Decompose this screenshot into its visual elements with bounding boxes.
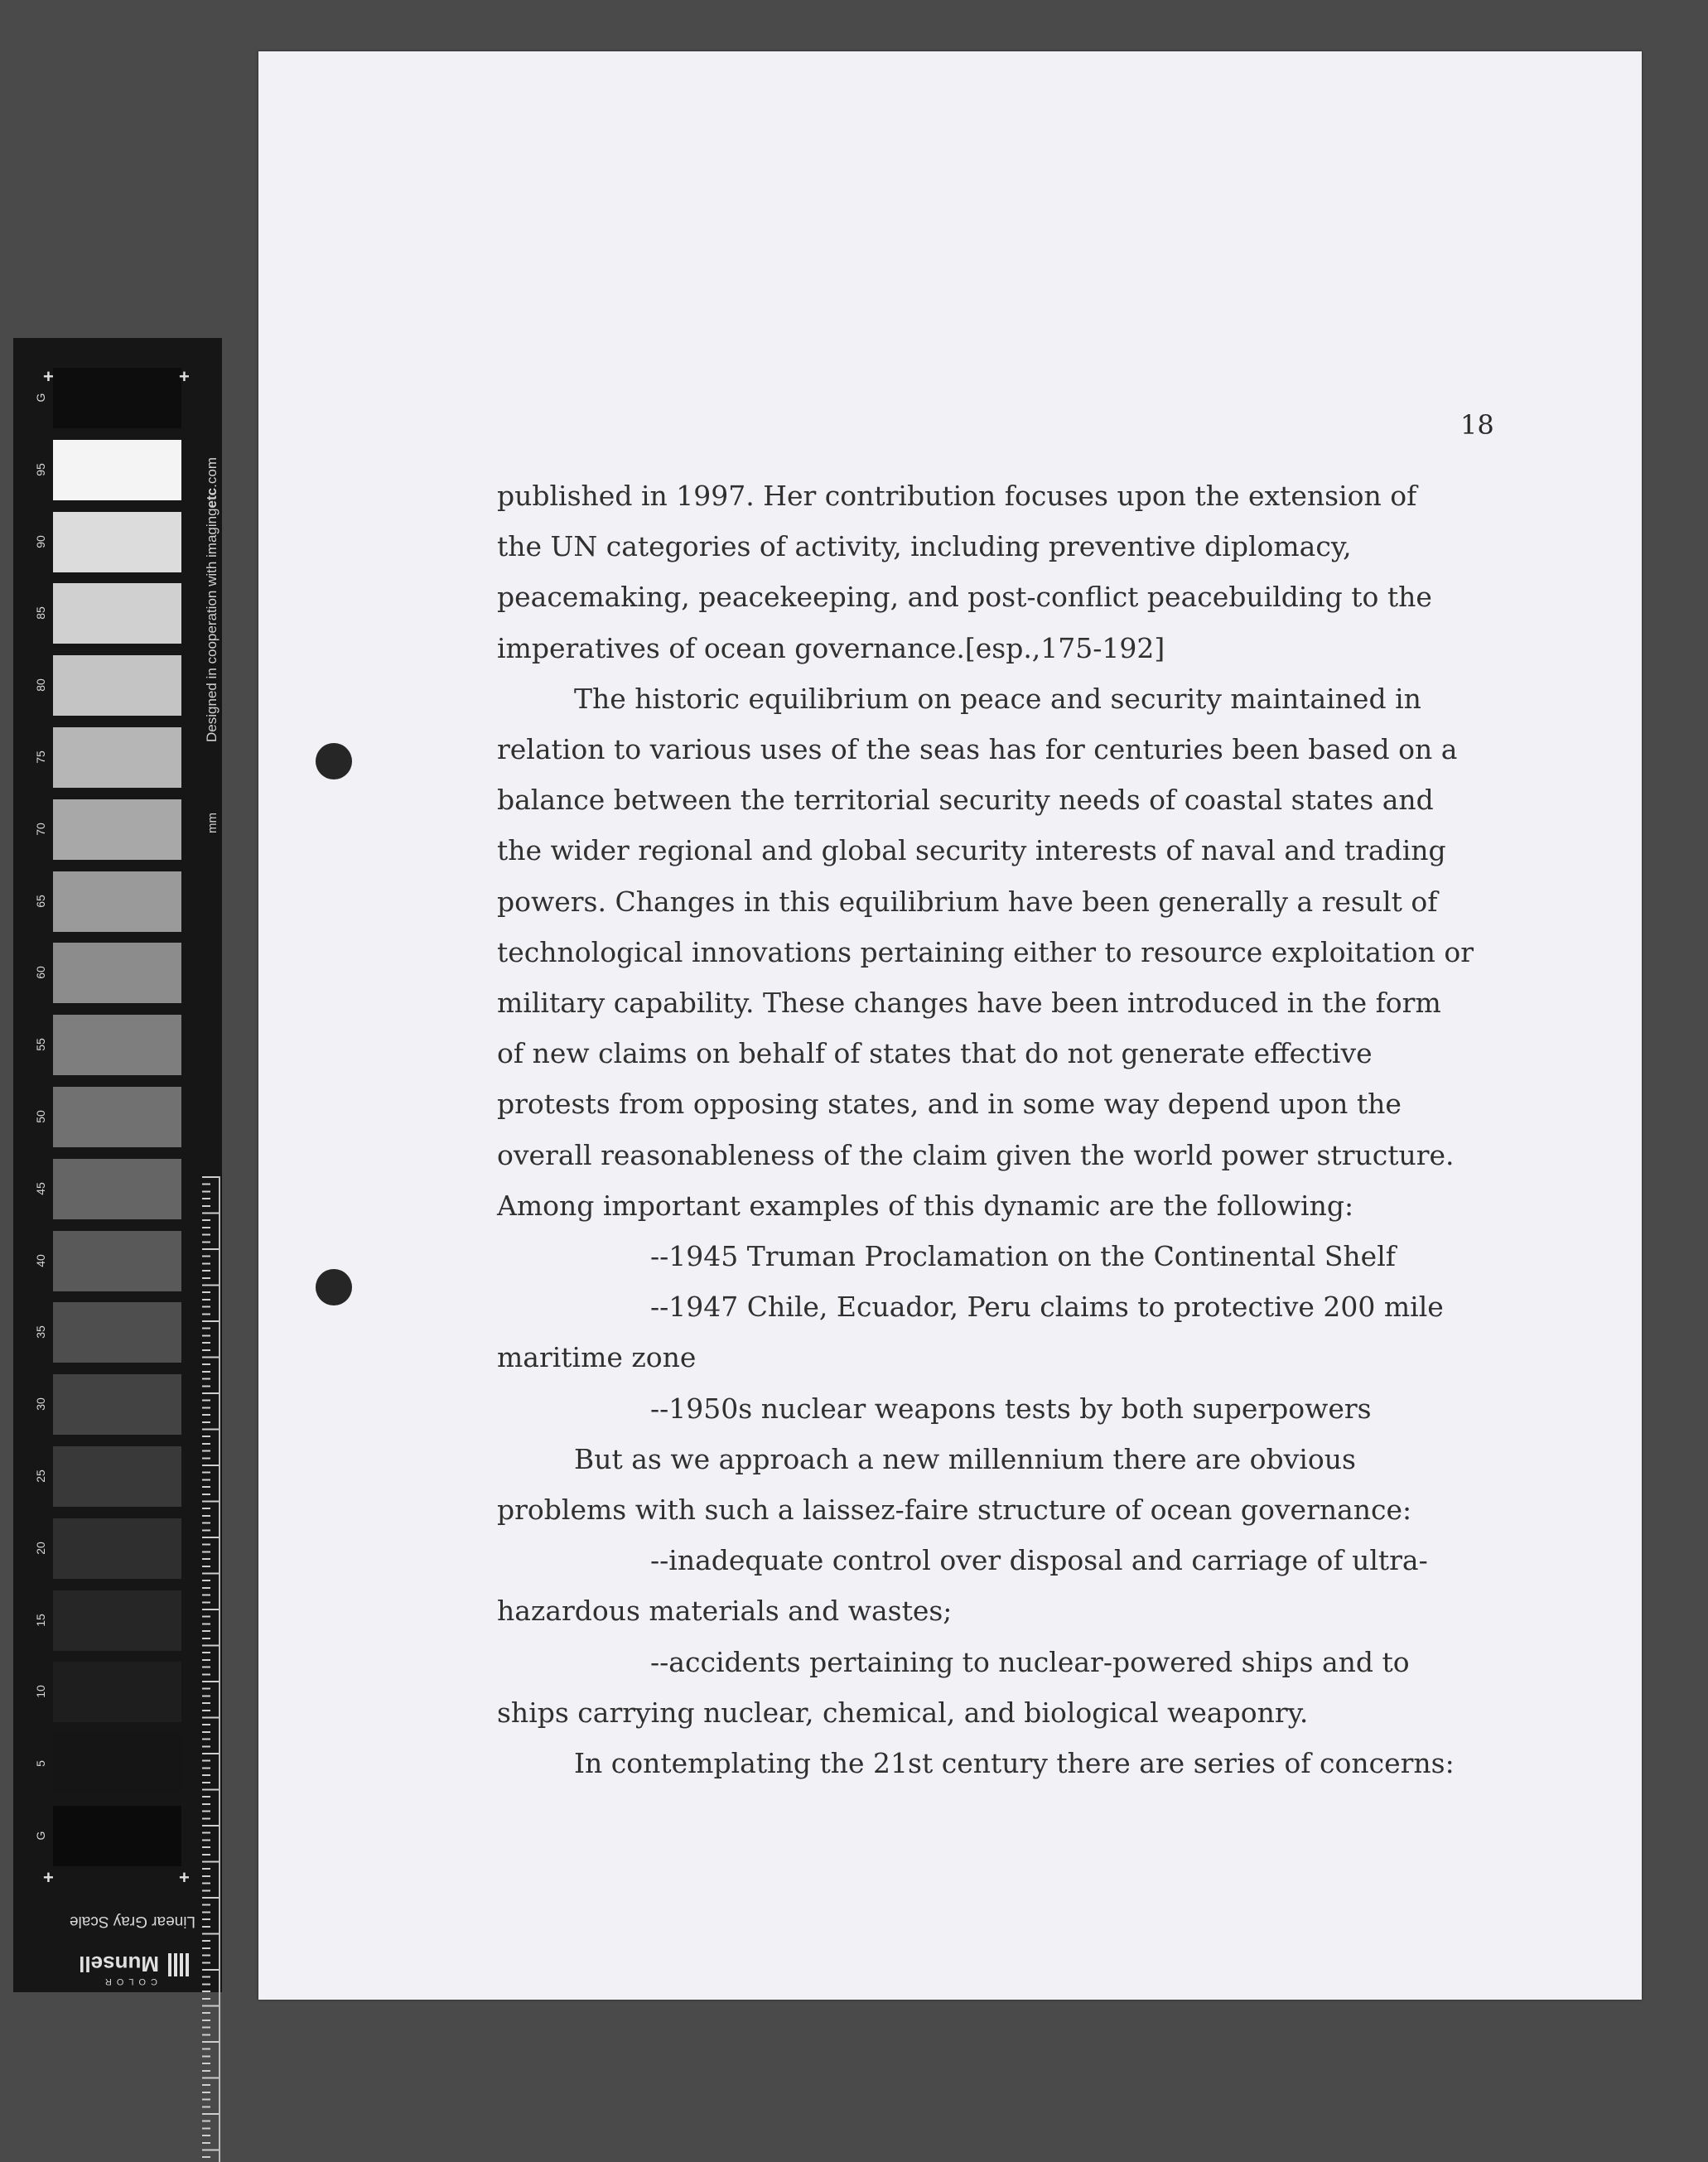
gray-swatch <box>53 1015 181 1075</box>
gray-scale-label: 60 <box>34 966 47 980</box>
gray-swatch <box>53 1087 181 1147</box>
text-line: maritime zone <box>497 1341 697 1374</box>
gray-scale-label: 20 <box>34 1542 47 1555</box>
gray-swatch <box>53 1231 181 1291</box>
punch-hole <box>316 743 352 779</box>
text-line: powers. Changes in this equilibrium have been generally a result of <box>497 885 1438 918</box>
munsell-brand: Munsell <box>79 1952 159 1976</box>
mm-ruler-ticks <box>202 1176 220 2162</box>
gray-swatch <box>53 727 181 788</box>
text-line: Among important examples of this dynamic are the following: <box>497 1189 1354 1222</box>
text-line: hazardous materials and wastes; <box>497 1595 953 1628</box>
gray-scale-label: 95 <box>34 463 47 476</box>
text-line: --1945 Truman Proclamation on the Continental Shelf <box>650 1240 1396 1273</box>
text-line: the wider regional and global security interests of naval and trading <box>497 834 1446 867</box>
gray-swatch <box>53 512 181 572</box>
gray-swatch <box>53 583 181 644</box>
gray-swatch <box>53 799 181 860</box>
gray-swatch <box>53 655 181 716</box>
text-line: the UN categories of activity, including preventive diplomacy, <box>497 530 1352 563</box>
gray-scale-label: 75 <box>34 750 47 764</box>
gray-swatch <box>53 871 181 932</box>
text-line: published in 1997. Her contribution focuses upon the extension of <box>497 480 1417 512</box>
gray-swatch <box>53 1302 181 1363</box>
gray-scale-label: 5 <box>34 1760 47 1768</box>
body-text <box>497 471 1474 1788</box>
gray-scale-label: 80 <box>34 678 47 692</box>
text-line: But as we approach a new millennium there are obvious <box>574 1442 1356 1475</box>
gray-swatch <box>53 1374 181 1435</box>
text-line: protests from opposing states, and in some way depend upon the <box>497 1088 1402 1121</box>
gray-swatch <box>53 1518 181 1579</box>
gray-scale-label: 25 <box>34 1469 47 1483</box>
text-line: The historic equilibrium on peace and security maintained in <box>574 682 1421 715</box>
text-line: relation to various uses of the seas has for centuries been based on a <box>497 733 1458 766</box>
gray-swatch <box>53 368 181 428</box>
text-line: problems with such a laissez-faire structure of ocean governance: <box>497 1494 1412 1527</box>
text-line: of new claims on behalf of states that do not generate effective <box>497 1037 1373 1070</box>
gray-scale-label: G <box>34 393 47 403</box>
gray-scale-label: 40 <box>34 1253 47 1267</box>
gray-scale-label: 90 <box>34 534 47 548</box>
text-line: --1950s nuclear weapons tests by both superpowers <box>650 1392 1372 1425</box>
mm-ruler-edge <box>219 1176 220 2162</box>
text-line: In contemplating the 21st century there are series of concerns: <box>574 1747 1455 1780</box>
munsell-grid-icon <box>166 1953 189 1976</box>
gray-scale-card <box>13 338 222 1992</box>
text-line: technological innovations pertaining either to resource exploitation or <box>497 935 1474 968</box>
text-line: ships carrying nuclear, chemical, and biological weaponry. <box>497 1696 1309 1729</box>
gray-swatch <box>53 440 181 500</box>
text-line: imperatives of ocean governance.[esp.,175-192] <box>497 631 1165 664</box>
gray-swatch <box>53 1159 181 1219</box>
gray-scale-label: G <box>34 1831 47 1841</box>
gray-scale-label: 30 <box>34 1397 47 1411</box>
corner-plus-icon: + <box>179 1867 190 1888</box>
text-line: peacemaking, peacekeeping, and post-conflict peacebuilding to the <box>497 581 1432 614</box>
gray-scale-label: 35 <box>34 1325 47 1339</box>
gray-swatch <box>53 1446 181 1507</box>
corner-plus-icon: + <box>43 1867 54 1888</box>
gray-scale-label: 85 <box>34 606 47 620</box>
gray-swatch <box>53 943 181 1003</box>
gray-scale-label: 10 <box>34 1685 47 1699</box>
gray-swatch <box>53 1590 181 1651</box>
text-line: military capability. These changes have been introduced in the form <box>497 987 1441 1020</box>
gray-scale-label: 15 <box>34 1613 47 1627</box>
gray-swatch <box>53 1662 181 1722</box>
munsell-brand-sub: COLOR <box>99 1976 157 1986</box>
ruler-unit-label: mm <box>205 813 220 833</box>
page-number: 18 <box>1460 409 1494 441</box>
gray-scale-label: 45 <box>34 1182 47 1195</box>
gray-scale-label: 50 <box>34 1110 47 1123</box>
punch-hole <box>316 1269 352 1305</box>
gray-scale-swatches <box>13 338 222 1992</box>
text-line: --inadequate control over disposal and carriage of ultra- <box>650 1544 1428 1577</box>
gray-scale-title: Linear Gray Scale <box>69 1913 196 1930</box>
gray-scale-label: 55 <box>34 1038 47 1051</box>
corner-plus-icon: + <box>179 366 190 387</box>
gray-swatch <box>53 1734 181 1794</box>
text-line: balance between the territorial security needs of coastal states and <box>497 784 1434 817</box>
gray-scale-credit: Designed in cooperation with imagingetc.com <box>204 457 220 742</box>
gray-scale-label: 65 <box>34 894 47 908</box>
munsell-logo <box>53 1945 194 1985</box>
gray-scale-label: 70 <box>34 823 47 836</box>
gray-swatch <box>53 1806 181 1866</box>
text-line: overall reasonableness of the claim given the world power structure. <box>497 1138 1455 1171</box>
corner-plus-icon: + <box>43 366 54 387</box>
text-line: --accidents pertaining to nuclear-powered ships and to <box>650 1645 1410 1678</box>
text-line: --1947 Chile, Ecuador, Peru claims to protective 200 mile <box>650 1291 1444 1324</box>
